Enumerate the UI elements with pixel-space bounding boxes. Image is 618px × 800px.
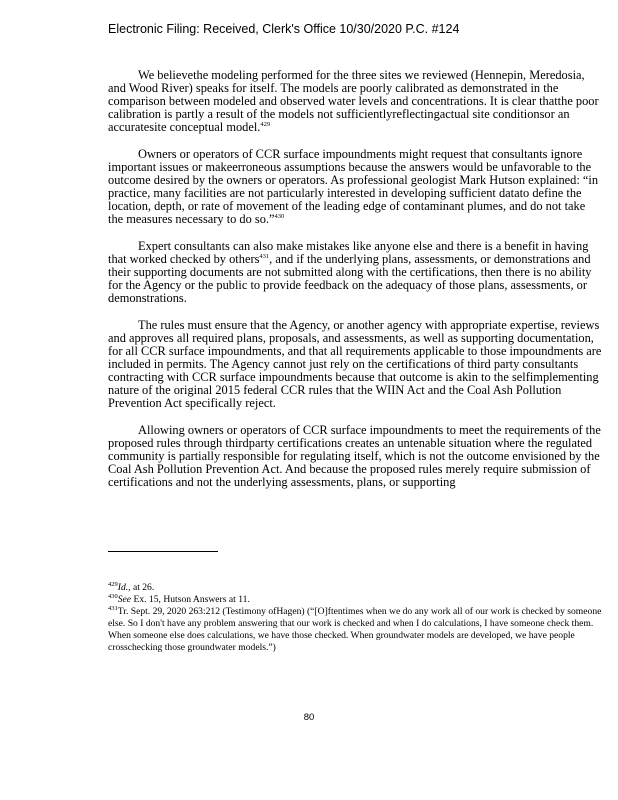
footnote-ref-430: 430 bbox=[274, 213, 285, 221]
footnote-429: $^{429}$Id., at 26. bbox=[108, 580, 155, 593]
footnote-431: $^{431}$Tr. Sept. 29, 2020 263:212 (Testimony ofHagen) (“[O]ftentimes when we do any work all of our work is checked by someone else. So I don't have any problem answering that our work is checked and when I do calculations, I have someone check them. When someone else does calculations, we have those checked. When groundwater models are developed, we have people crosschecking those groundwater models.”) bbox=[108, 604, 602, 653]
footnote-ref-431: 431 bbox=[259, 252, 270, 260]
paragraph-1: We believethe modeling performed for the three sites we reviewed (Hennepin, Meredosia, and Wood River) speaks for itself. The models are poorly calibrated as demonstrated in the comparison between modeled and observed water levels and concentrations. It is clear thatthe poor calibration is partly a result of the models not sufficientlyreflectingactual site conditionsor an accuratesite conceptual model.$^{429}$ bbox=[108, 68, 599, 135]
footnotes bbox=[108, 582, 602, 654]
paragraph-4: The rules must ensure that the Agency, or another agency with appropriate expertise, reviews and approves all required plans, proposals, and assessments, as well as supporting documentation, for all CCR surface impoundments, and that all requirements applicable to those impoundments are included in permits. The Agency cannot just rely on the certifications of third party consultants contracting with CCR surface impoundments because that outcome is akin to the selfimplementing nature of the original 2015 federal CCR rules that the WIIN Act and the Coal Ash Pollution Prevention Act specifically reject. bbox=[108, 317, 602, 411]
filing-header: Electronic Filing: Received, Clerk's Office 10/30/2020 P.C. #124 bbox=[108, 22, 460, 36]
paragraph-5: Allowing owners or operators of CCR surface impoundments to meet the requirements of the proposed rules through thirdparty certifications creates an untenable situation where the regulated community is partially responsible for regulating itself, which is not the outcome envisioned by the Coal Ash Pollution Prevention Act. And because the proposed rules merely require submission of certifications and not the underlying assessments, plans, or supporting bbox=[108, 422, 601, 490]
paragraph-3: Expert consultants can also make mistakes like anyone else and there is a benefit in having that worked checked by others$^{431}$, and if the underlying plans, assessments, or demonstrations and their supporting documents are not submitted along with the certifications, then there is no ability for the Agency or the public to provide feedback on the adequacy of those plans, assessments, or demonstrations. bbox=[108, 238, 592, 306]
body-text bbox=[108, 69, 602, 503]
footnote-ref-429: 429 bbox=[260, 121, 271, 129]
paragraph-2: Owners or operators of CCR surface impoundments might request that consultants ignore important issues or makeerroneous assumptions because the answers would be unfavorable to the outcome desired by the owners or operators. As professional geologist Mark Hutson explained: “in practice, many facilities are not particularly interested in developing sufficient datato define the location, depth, or rate of movement of the leading edge of contaminant plumes, and do not take the measures necessary to do so.”$^{430}$ bbox=[108, 146, 599, 227]
footnote-separator bbox=[108, 551, 218, 552]
footnote-430: $^{430}$See Ex. 15, Hutson Answers at 11. bbox=[108, 592, 250, 605]
page-number: 80 bbox=[303, 712, 315, 723]
